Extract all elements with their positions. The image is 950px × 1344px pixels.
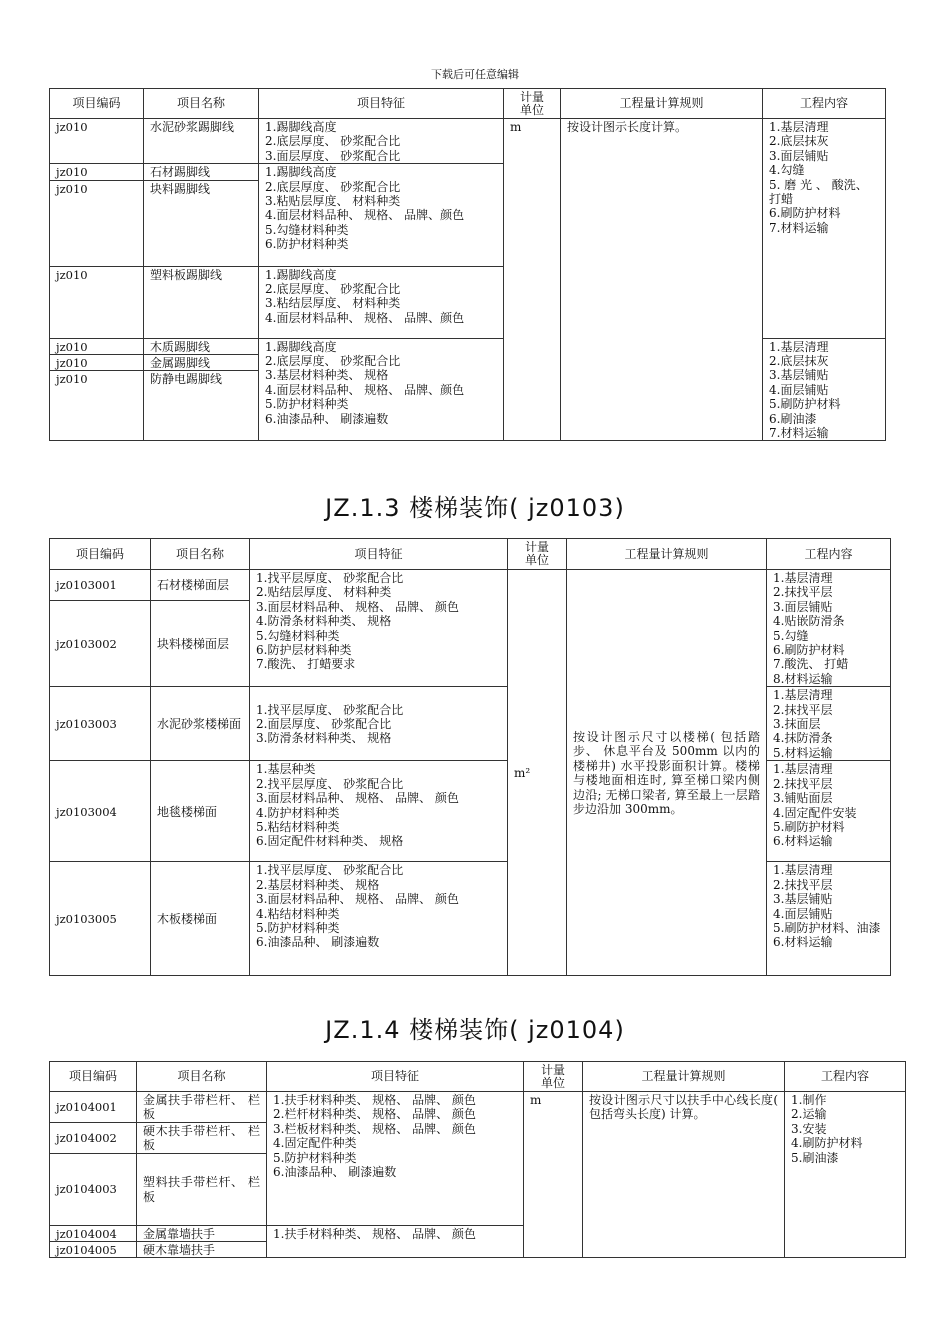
item-features: 1.踢脚线高度 2.底层厚度、 砂浆配合比 3.面层厚度、 砂浆配合比 [259, 119, 504, 164]
item-code: jz0104004 [50, 1225, 137, 1241]
item-unit: m [524, 1092, 583, 1258]
item-rule: 按设计图示尺寸以扶手中心线长度( 包括弯头长度) 计算。 [583, 1092, 785, 1258]
item-features: 1.找平层厚度、 砂浆配合比 2.贴结层厚度、 材料种类 3.面层材料品种、 规格、 品牌、 颜色 4.防滑条材料种类、 规格 5.勾缝材料种类 6.防护层材料种类 7.酸洗、 打蜡要求 [250, 570, 508, 687]
item-name: 地毯楼梯面 [151, 761, 250, 862]
header-contents: 工程内容 [767, 539, 891, 570]
item-name: 金属靠墙扶手 [137, 1225, 267, 1241]
header-features: 项目特征 [267, 1062, 524, 1092]
item-code: jz0103002 [50, 601, 151, 687]
item-name: 塑料扶手带栏杆、 栏板 [137, 1153, 267, 1225]
item-code: jz010 [50, 180, 144, 266]
page-header: 下载后可任意编辑 [431, 68, 519, 81]
item-name: 水泥砂浆踢脚线 [144, 119, 259, 164]
item-name: 水泥砂浆楼梯面 [151, 687, 250, 761]
item-code: jz0104003 [50, 1153, 137, 1225]
item-features: 1.踢脚线高度 2.底层厚度、 砂浆配合比 3.基层材料种类、 规格 4.面层材料品种、 规格、 品牌、颜色 5.防护材料种类 6.油漆品种、 刷漆遍数 [259, 338, 504, 441]
item-features: 1.踢脚线高度 2.底层厚度、 砂浆配合比 3.粘贴层厚度、 材料种类 4.面层材料品种、 规格、 品牌、颜色 5.勾缝材料种类 6.防护材料种类 [259, 164, 504, 266]
item-features: 1.找平层厚度、 砂浆配合比 2.基层材料种类、 规格 3.面层材料品种、 规格、 品牌、 颜色 4.粘结材料种类 5.防护材料种类 6.油漆品种、 刷漆遍数 [250, 862, 508, 976]
item-name: 防静电踢脚线 [144, 371, 259, 441]
item-code: jz010 [50, 371, 144, 441]
item-features: 1.踢脚线高度 2.底层厚度、 砂浆配合比 3.粘结层厚度、 材料种类 4.面层材料品种、 规格、 品牌、颜色 [259, 266, 504, 338]
header-row [50, 539, 891, 570]
item-name: 木质踢脚线 [144, 338, 259, 354]
header-code: 项目编码 [50, 1062, 137, 1092]
item-code: jz0103001 [50, 570, 151, 601]
item-code: jz0103004 [50, 761, 151, 862]
header-contents: 工程内容 [763, 89, 886, 119]
skirting-table [49, 88, 886, 441]
section-title-jz0103: JZ.1.3 楼梯装饰( jz0103) [325, 494, 625, 522]
header-name: 项目名称 [137, 1062, 267, 1092]
item-code: jz0103003 [50, 687, 151, 761]
header-name: 项目名称 [144, 89, 259, 119]
item-contents: 1.基层清理 2.底层抹灰 3.基层铺贴 4.面层铺贴 5.刷防护材料 6.刷油漆 7.材料运输 [763, 338, 886, 441]
item-features: 1.基层种类 2.找平层厚度、 砂浆配合比 3.面层材料品种、 规格、 品牌、 颜色 4.防护材料种类 5.粘结材料种类 6.固定配件材料种类、 规格 [250, 761, 508, 862]
item-name: 金属踢脚线 [144, 355, 259, 371]
item-contents: 1.制作 2.运输 3.安装 4.刷防护材料 5.刷油漆 [785, 1092, 906, 1258]
item-rule: 按设计图示长度计算。 [561, 119, 763, 441]
item-code: jz0104001 [50, 1092, 137, 1123]
item-code: jz0104002 [50, 1122, 137, 1153]
item-name: 硬木靠墙扶手 [137, 1242, 267, 1258]
section-title-jz0104: JZ.1.4 楼梯装饰( jz0104) [325, 1016, 625, 1044]
table-row [50, 570, 891, 601]
item-code: jz010 [50, 119, 144, 164]
item-name: 塑料板踢脚线 [144, 266, 259, 338]
item-contents: 1.基层清理 2.抹找平层 3.抹面层 4.抹防滑条 5.材料运输 [767, 687, 891, 761]
header-rule: 工程量计算规则 [567, 539, 767, 570]
item-unit: m² [508, 570, 567, 976]
item-code: jz0103005 [50, 862, 151, 976]
item-name: 硬木扶手带栏杆、 栏板 [137, 1122, 267, 1153]
item-code: jz010 [50, 355, 144, 371]
item-unit: m [504, 119, 561, 441]
item-code: jz0104005 [50, 1242, 137, 1258]
item-contents: 1.基层清理 2.抹找平层 3.面层铺贴 4.贴嵌防滑条 5.勾缝 6.刷防护材料 7.酸洗、 打蜡 8.材料运输 [767, 570, 891, 687]
item-name: 块料踢脚线 [144, 180, 259, 266]
item-features: 1.扶手材料种类、 规格、 品牌、 颜色 2.栏杆材料种类、 规格、 品牌、 颜色 3.栏板材料种类、 规格、 品牌、 颜色 4.固定配件种类 5.防护材料种类 6.油漆品种、 刷漆遍数 [267, 1092, 524, 1226]
header-rule: 工程量计算规则 [561, 89, 763, 119]
item-code: jz010 [50, 164, 144, 180]
stair-finish-table [49, 538, 891, 976]
header-features: 项目特征 [250, 539, 508, 570]
item-name: 金属扶手带栏杆、 栏板 [137, 1092, 267, 1123]
item-name: 石材楼梯面层 [151, 570, 250, 601]
item-contents: 1.基层清理 2.抹找平层 3.基层铺贴 4.面层铺贴 5.刷防护材料、油漆 6.材料运输 [767, 862, 891, 976]
header-contents: 工程内容 [785, 1062, 906, 1092]
item-rule: 按设计图示尺寸以楼梯( 包括踏步、 休息平台及 500mm 以内的楼梯井) 水平投影面积计算。楼梯与楼地面相连时, 算至梯口梁内侧边沿; 无梯口梁者, 算至最上一层踏步边沿加 300mm。 [567, 570, 767, 976]
header-unit: 计量 单位 [508, 539, 567, 570]
item-name: 块料楼梯面层 [151, 601, 250, 687]
header-code: 项目编码 [50, 539, 151, 570]
item-name: 木板楼梯面 [151, 862, 250, 976]
header-name: 项目名称 [151, 539, 250, 570]
header-unit: 计量 单位 [504, 89, 561, 119]
header-code: 项目编码 [50, 89, 144, 119]
table-row [50, 119, 886, 164]
item-features: 1.找平层厚度、 砂浆配合比 2.面层厚度、 砂浆配合比 3.防滑条材料种类、 规格 [250, 687, 508, 761]
item-code: jz010 [50, 266, 144, 338]
item-contents: 1.基层清理 2.抹找平层 3.铺贴面层 4.固定配件安装 5.刷防护材料 6.材料运输 [767, 761, 891, 862]
item-features: 1.扶手材料种类、 规格、 品牌、 颜色 [267, 1225, 524, 1258]
item-contents: 1.基层清理 2.底层抹灰 3.面层铺贴 4.勾缝 5. 磨 光 、 酸洗、 打蜡 6.刷防护材料 7.材料运输 [763, 119, 886, 339]
stair-railing-table [49, 1061, 906, 1258]
header-features: 项目特征 [259, 89, 504, 119]
header-row [50, 89, 886, 119]
header-row [50, 1062, 906, 1092]
item-name: 石材踢脚线 [144, 164, 259, 180]
header-rule: 工程量计算规则 [583, 1062, 785, 1092]
header-unit: 计量 单位 [524, 1062, 583, 1092]
item-code: jz010 [50, 338, 144, 354]
table-row [50, 1092, 906, 1123]
